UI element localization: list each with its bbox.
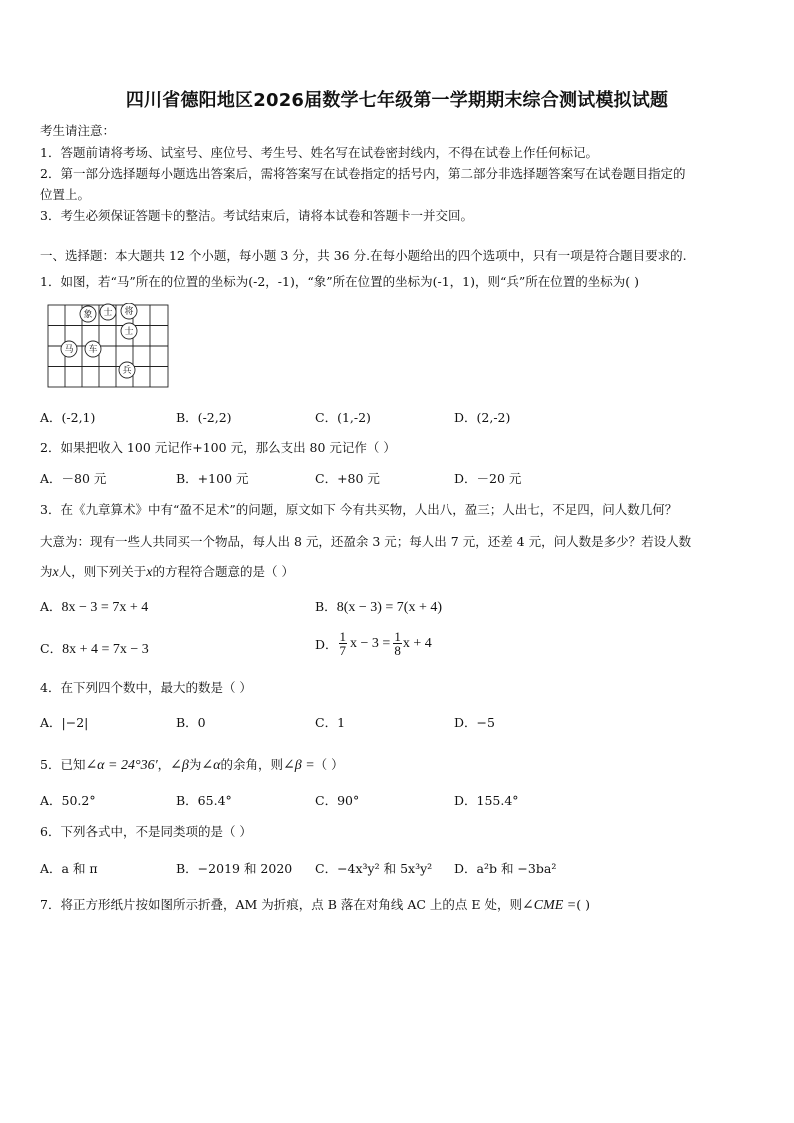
notice-item-2: 2．第一部分选择题每小题选出答案后，需将答案写在试卷指定的括号内，第二部分非选择题答案写在试卷题目指定的 bbox=[40, 166, 686, 181]
notice-item-2-cont: 位置上。 bbox=[40, 187, 91, 202]
svg-text:马: 马 bbox=[64, 345, 74, 355]
notice-item-1: 1．答题前请将考场、试室号、座位号、考生号、姓名写在试卷密封线内，不得在试卷上作任何标记。 bbox=[40, 145, 598, 160]
q4-option-c[interactable]: C．1 bbox=[315, 715, 346, 730]
q3-option-d[interactable]: D． $\frac{1}{7}$ x − 3 = $\frac{1}{8}$ x + 4 bbox=[315, 629, 432, 658]
q5-option-a[interactable]: A．50.2° bbox=[40, 793, 96, 808]
q2-option-b[interactable]: B．+100 元 bbox=[176, 471, 249, 486]
q3-line-2: 大意为：现有一些人共同买一个物品，每人出 8 元，还盈余 3 元；每人出 7 元，还差 4 元，问人数是多少？若设人数 bbox=[40, 534, 692, 549]
piece-advisor bbox=[121, 323, 137, 339]
q2-option-c[interactable]: C．+80 元 bbox=[315, 471, 380, 486]
q6-option-a[interactable]: A．a 和 π bbox=[40, 861, 98, 876]
q3-line-3: 为x人，则下列关于x的方程符合题意的是（ ） bbox=[40, 564, 294, 580]
q7-stem: 7．将正方形纸片按如图所示折叠，AM 为折痕，点 B 落在对角线 AC 上的点 E 处，则∠CME =( ) bbox=[40, 897, 590, 913]
q6-option-d[interactable]: D．a²b 和 −3ba² bbox=[454, 861, 557, 876]
q3-option-c[interactable]: C．8x + 4 = 7x − 3 bbox=[40, 641, 149, 657]
svg-text:车: 车 bbox=[88, 345, 98, 355]
piece-advisor-top bbox=[100, 304, 116, 320]
piece-horse bbox=[61, 341, 77, 357]
piece-elephant bbox=[80, 306, 96, 322]
notice-heading: 考生请注意： bbox=[40, 123, 116, 138]
q1-option-a[interactable]: A．(-2,1) bbox=[40, 410, 96, 425]
q5-option-d[interactable]: D．155.4° bbox=[454, 793, 519, 808]
fraction-one-seventh: $\frac{1}{7}$ bbox=[339, 629, 347, 658]
q6-option-b[interactable]: B．−2019 和 2020 bbox=[176, 861, 293, 876]
svg-text:士: 士 bbox=[103, 308, 113, 318]
q1-option-c[interactable]: C．(1,-2) bbox=[315, 410, 371, 425]
q4-option-d[interactable]: D．−5 bbox=[454, 715, 495, 730]
section-heading: 一、选择题：本大题共 12 个小题，每小题 3 分，共 36 分.在每小题给出的四个选项中，只有一项是符合题目要求的. bbox=[40, 248, 687, 263]
piece-general bbox=[121, 303, 137, 319]
svg-text:将: 将 bbox=[124, 307, 134, 317]
svg-text:士: 士 bbox=[124, 327, 134, 337]
piece-chariot bbox=[85, 341, 101, 357]
piece-soldier bbox=[119, 362, 135, 378]
svg-text:兵: 兵 bbox=[122, 366, 132, 376]
q5-stem: 5．已知∠α = 24°36′，∠β为∠α的余角，则∠β =（ ） bbox=[40, 757, 344, 773]
q1-stem: 1．如图，若“马”所在的位置的坐标为(-2，-1)，“象”所在位置的坐标为(-1，1)，则“兵”所在位置的坐标为( ) bbox=[40, 274, 640, 289]
page-title: 四川省德阳地区2026届数学七年级第一学期期末综合测试模拟试题 bbox=[125, 90, 669, 111]
q3-option-a[interactable]: A．8x − 3 = 7x + 4 bbox=[40, 599, 149, 615]
notice-item-3: 3．考生必须保证答题卡的整洁。考试结束后，请将本试卷和答题卡一并交回。 bbox=[40, 208, 473, 223]
q6-option-c[interactable]: C．−4x³y² 和 5x³y² bbox=[315, 861, 433, 876]
q4-option-a[interactable]: A．|−2| bbox=[40, 715, 89, 730]
q2-option-d[interactable]: D．－20 元 bbox=[454, 471, 522, 486]
q5-option-c[interactable]: C．90° bbox=[315, 793, 360, 808]
q4-stem: 4．在下列四个数中，最大的数是（ ） bbox=[40, 680, 252, 695]
q3-option-b[interactable]: B．8(x − 3) = 7(x + 4) bbox=[315, 599, 443, 615]
q4-option-b[interactable]: B．0 bbox=[176, 715, 206, 730]
q2-stem: 2．如果把收入 100 元记作+100 元，那么支出 80 元记作（ ） bbox=[40, 440, 396, 455]
q1-option-b[interactable]: B．(-2,2) bbox=[176, 410, 232, 425]
q2-option-a[interactable]: A．－80 元 bbox=[40, 471, 107, 486]
q5-option-b[interactable]: B．65.4° bbox=[176, 793, 232, 808]
q3-line-1: 3．在《九章算术》中有“盈不足术”的问题，原文如下 今有共买物，人出八，盈三；人出七，不足四，问人数几何？ bbox=[40, 502, 678, 517]
chessboard-figure bbox=[44, 303, 170, 389]
fraction-one-eighth: $\frac{1}{8}$ bbox=[394, 629, 401, 658]
q6-stem: 6．下列各式中，不是同类项的是（ ） bbox=[40, 824, 252, 839]
q1-option-d[interactable]: D．(2,-2) bbox=[454, 410, 511, 425]
svg-text:象: 象 bbox=[83, 310, 93, 320]
